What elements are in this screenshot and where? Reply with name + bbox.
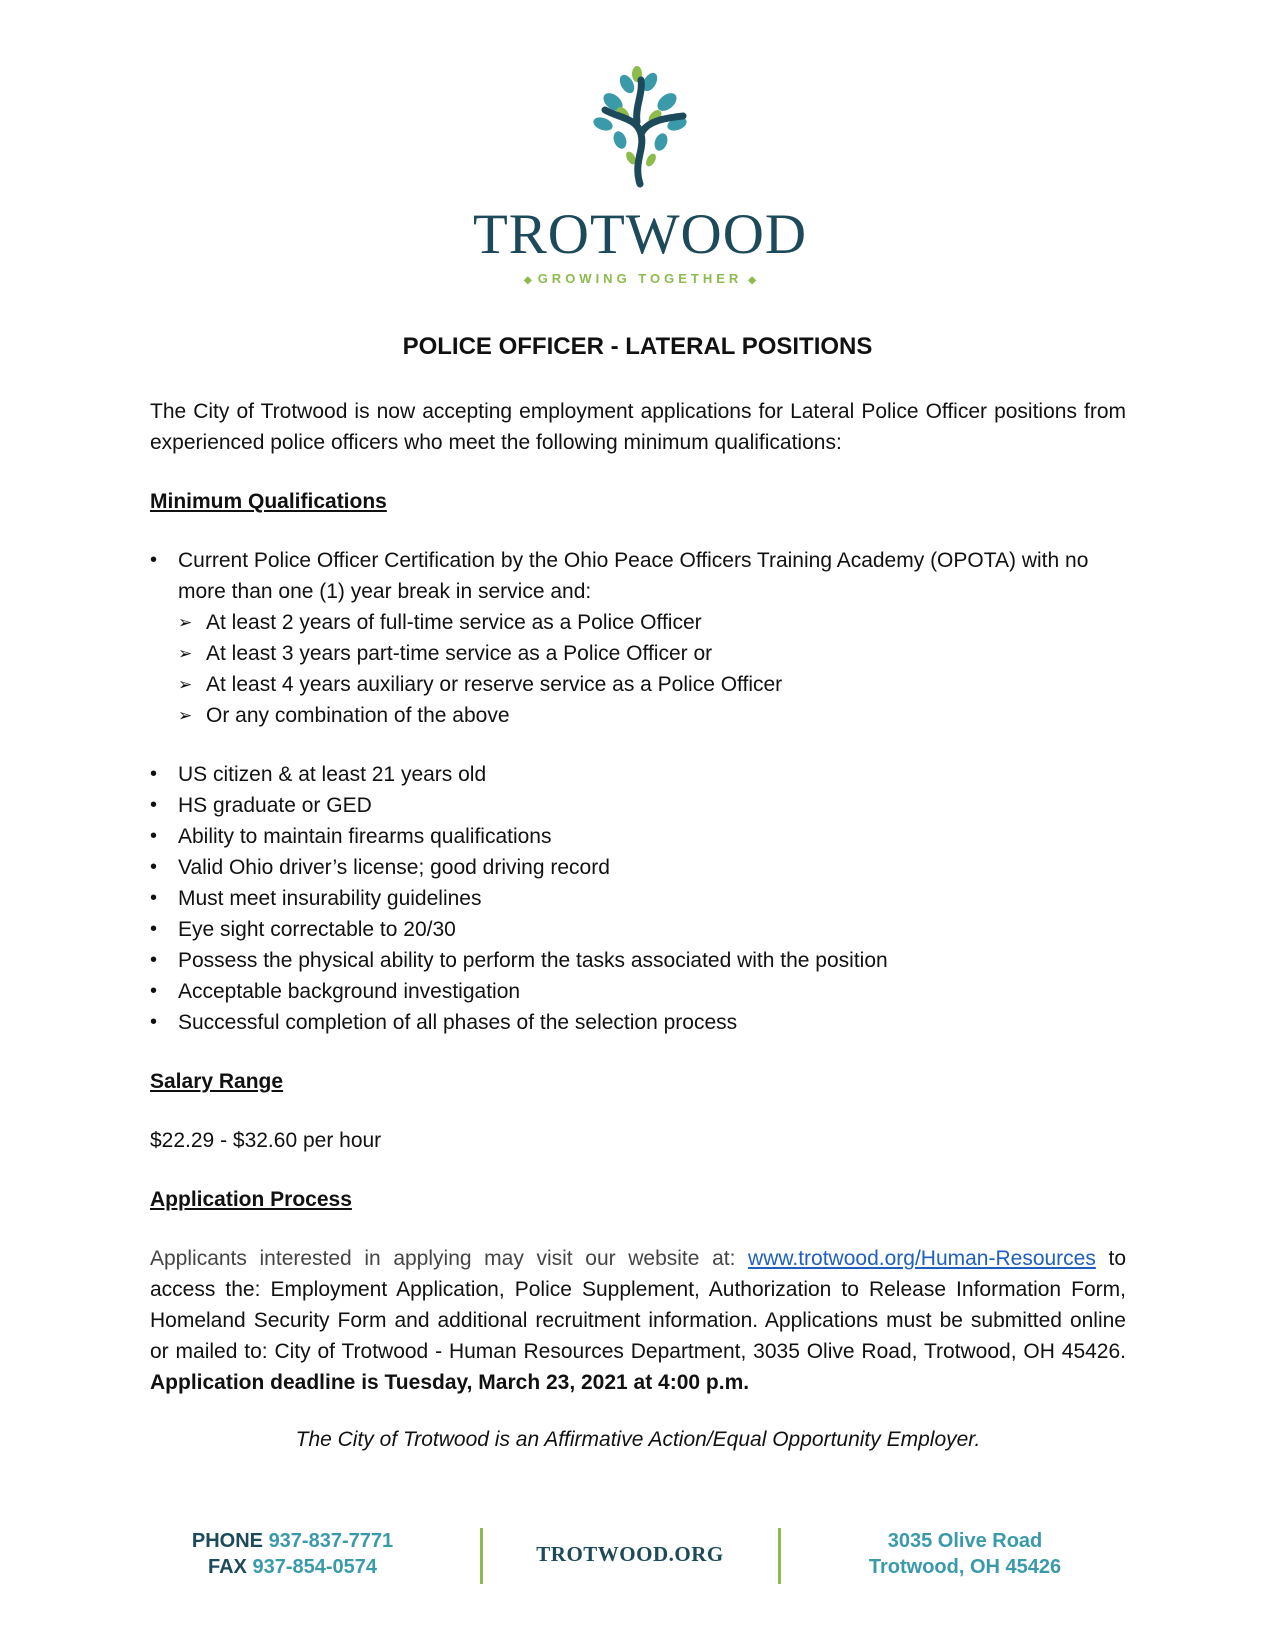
footer-divider	[778, 1528, 781, 1584]
list-item: • Eye sight correctable to 20/30	[150, 914, 1126, 945]
sub-list-item: ➢ At least 3 years part-time service as a Police Officer or	[178, 638, 1126, 669]
application-body: to access the: Employment Application, Police Supplement, Authorization to Release Information Form, Homeland Security Form and additional recruitment information. Applications must be submitted online or mailed to: City of Trotwood - Human Resources Department, 3035 Olive Road, Trotwood, OH 45426.	[150, 1247, 1126, 1363]
application-heading: Application Process	[150, 1188, 352, 1211]
intro-paragraph: The City of Trotwood is now accepting employment applications for Lateral Police Officer positions from experienced police officers who meet the following minimum qualifications:	[150, 400, 1126, 454]
document-body	[150, 396, 1126, 1455]
list-item: • Acceptable background investigation	[150, 976, 1126, 1007]
hr-website-link[interactable]: www.trotwood.org/Human-Resources	[748, 1247, 1096, 1270]
tree-emblem-icon	[575, 62, 705, 192]
list-item: • US citizen & at least 21 years old	[150, 759, 1126, 790]
list-item: • Successful completion of all phases of the selection process	[150, 1007, 1126, 1038]
list-item: • Possess the physical ability to perform the tasks associated with the position	[150, 945, 1126, 976]
logo-tagline	[460, 271, 820, 286]
footer-contact	[160, 1528, 425, 1580]
address-line-1: 3035 Olive Road	[887, 1530, 1043, 1552]
requirements-list	[150, 759, 1126, 1038]
list-item: • HS graduate or GED	[150, 790, 1126, 821]
phone-label: PHONE	[191, 1530, 263, 1552]
salary-text: $22.29 - $32.60 per hour	[150, 1129, 382, 1152]
address-line-2: Trotwood, OH 45426	[868, 1556, 1062, 1578]
list-item	[150, 545, 1126, 731]
list-item: • Ability to maintain firearms qualifications	[150, 821, 1126, 852]
sub-list-item: ➢ Or any combination of the above	[178, 700, 1126, 731]
sub-list-item: ➢ At least 2 years of full-time service as a Police Officer	[178, 607, 1126, 638]
min-qual-heading: Minimum Qualifications	[150, 490, 387, 513]
application-paragraph	[150, 1243, 1126, 1398]
diamond-icon: ◆	[748, 275, 756, 286]
application-lead: Applicants interested in applying may visit our website at:	[150, 1247, 749, 1270]
phone-number: 937-837-7771	[268, 1530, 394, 1552]
list-item: • Valid Ohio driver’s license; good driving record	[150, 852, 1126, 883]
sub-list	[178, 607, 1126, 731]
logo-tagline-text: GROWING TOGETHER	[537, 271, 743, 286]
application-deadline: Application deadline is Tuesday, March 23, 2021 at 4:00 p.m.	[150, 1371, 750, 1394]
logo-wordmark: TROTWOOD	[472, 203, 808, 266]
sub-list-item: ➢ At least 4 years auxiliary or reserve service as a Police Officer	[178, 669, 1126, 700]
page-title: POLICE OFFICER - LATERAL POSITIONS	[402, 333, 873, 360]
footer-website: TROTWOOD.ORG	[536, 1542, 724, 1566]
eeo-statement: The City of Trotwood is an Affirmative Action/Equal Opportunity Employer.	[295, 1428, 981, 1451]
fax-number: 937-854-0574	[252, 1556, 378, 1578]
trotwood-logo	[460, 62, 820, 286]
min-qual-list	[150, 545, 1126, 731]
list-item: • Must meet insurability guidelines	[150, 883, 1126, 914]
footer	[0, 1528, 1275, 1592]
footer-address	[830, 1528, 1100, 1580]
diamond-icon: ◆	[523, 275, 532, 286]
fax-label: FAX	[207, 1556, 247, 1578]
salary-heading: Salary Range	[150, 1070, 284, 1093]
list-item-text: Current Police Officer Certification by the Ohio Peace Officers Training Academy (OPOTA) with no more than one (1) year break in service and:	[178, 549, 1089, 603]
